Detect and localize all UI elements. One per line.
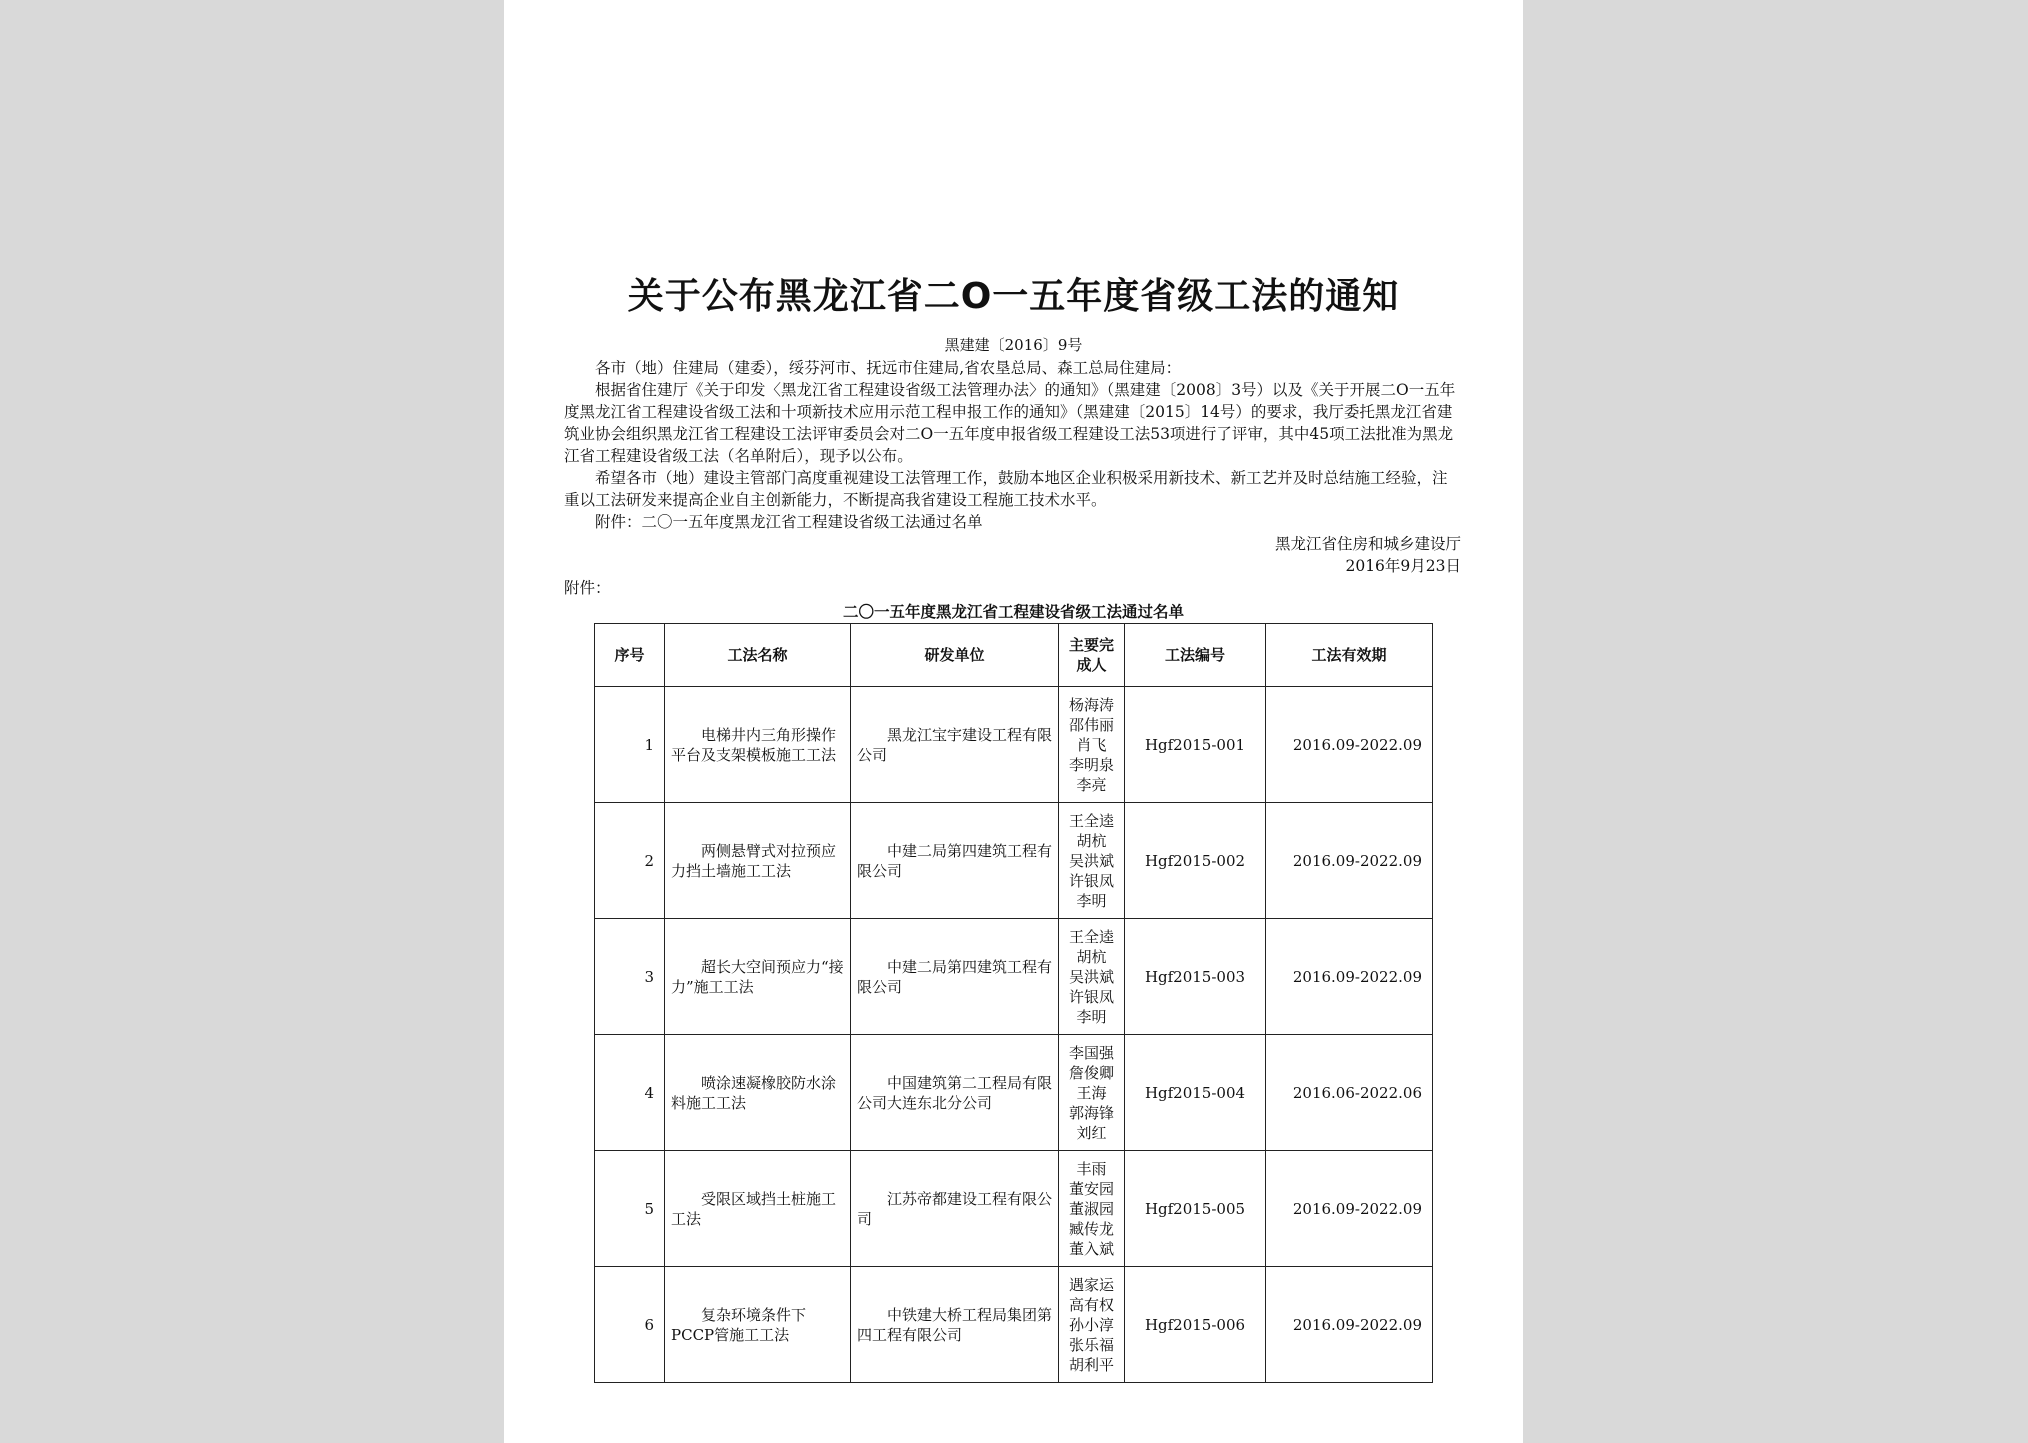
- row-developer: 中建二局第四建筑工程有限公司: [851, 919, 1059, 1035]
- row-method-name: 两侧悬臂式对拉预应力挡土墙施工工法: [665, 803, 851, 919]
- row-index: 1: [595, 687, 665, 803]
- paragraph-1: 根据省住建厅《关于印发〈黑龙江省工程建设省级工法管理办法〉的通知》（黑建建〔2008〕3号）以及《关于开展二O一五年度黑龙江省工程建设省级工法和十项新技术应用示范工程申报工作的通知》（黑建建〔2015〕14号）的要求，我厅委托黑龙江省建筑业协会组织黑龙江省工程建设工法评审委员会对二O一五年度申报省级工程建设工法53项进行了评审，其中45项工法批准为黑龙江省工程建设省级工法（名单附后），现予以公布。: [564, 381, 1456, 465]
- document-page: [504, 0, 1523, 1443]
- methods-table: [594, 623, 1433, 1383]
- row-developer: 黑龙江宝宇建设工程有限公司: [851, 687, 1059, 803]
- row-main-people: [1059, 1035, 1125, 1151]
- attachment-label: 附件：: [564, 579, 611, 597]
- header-index: 序号: [595, 624, 665, 687]
- table-title: 二〇一五年度黑龙江省工程建设省级工法通过名单: [842, 603, 1184, 621]
- row-method-name: 喷涂速凝橡胶防水涂料施工工法: [665, 1035, 851, 1151]
- person-name: 李明: [1076, 891, 1107, 910]
- row-validity: 2016.09-2022.09: [1266, 687, 1433, 803]
- row-index: 2: [595, 803, 665, 919]
- row-method-name: 受限区域挡土桩施工工法: [665, 1151, 851, 1267]
- row-validity: 2016.09-2022.09: [1266, 1267, 1433, 1383]
- attachment-line: 附件：二〇一五年度黑龙江省工程建设省级工法通过名单: [595, 513, 983, 531]
- person-name: 胡杭: [1076, 831, 1107, 850]
- person-name: 邵伟丽: [1068, 715, 1114, 734]
- row-index: 6: [595, 1267, 665, 1383]
- table-row: [595, 803, 1433, 919]
- person-name: 杨海涛: [1068, 695, 1114, 714]
- person-name: 吴洪斌: [1068, 851, 1114, 870]
- row-validity: 2016.09-2022.09: [1266, 1151, 1433, 1267]
- person-name: 王全逵: [1068, 927, 1114, 946]
- row-main-people: [1059, 803, 1125, 919]
- person-name: 李明: [1076, 1007, 1107, 1026]
- person-name: 胡杭: [1076, 947, 1107, 966]
- table-row: [595, 687, 1433, 803]
- person-name: 董淑园: [1068, 1199, 1114, 1218]
- person-name: 李亮: [1076, 775, 1107, 794]
- row-developer: 中建二局第四建筑工程有限公司: [851, 803, 1059, 919]
- header-method-code: 工法编号: [1125, 624, 1266, 687]
- row-method-code: Hgf2015-002: [1125, 803, 1266, 919]
- notice-body: [564, 357, 1462, 533]
- person-name: 许银凤: [1068, 987, 1114, 1006]
- row-method-code: Hgf2015-003: [1125, 919, 1266, 1035]
- person-name: 许银凤: [1068, 871, 1114, 890]
- table-row: [595, 1035, 1433, 1151]
- person-name: 董入斌: [1068, 1239, 1114, 1258]
- row-method-name: 复杂环境条件下PCCP管施工工法: [665, 1267, 851, 1383]
- person-name: 高有权: [1068, 1295, 1114, 1314]
- person-name: 董安园: [1068, 1179, 1114, 1198]
- header-validity: 工法有效期: [1266, 624, 1433, 687]
- issuer: 黑龙江省住房和城乡建设厅: [1274, 535, 1461, 553]
- person-name: 郭海锋: [1068, 1103, 1114, 1122]
- row-validity: 2016.06-2022.06: [1266, 1035, 1433, 1151]
- person-name: 刘红: [1076, 1123, 1107, 1142]
- person-name: 王全逵: [1068, 811, 1114, 830]
- row-main-people: [1059, 1267, 1125, 1383]
- row-method-name: 超长大空间预应力“接力”施工工法: [665, 919, 851, 1035]
- row-main-people: [1059, 1151, 1125, 1267]
- person-name: 吴洪斌: [1068, 967, 1114, 986]
- person-name: 丰雨: [1076, 1159, 1107, 1178]
- paragraph-2: 希望各市（地）建设主管部门高度重视建设工法管理工作，鼓励本地区企业积极采用新技术、新工艺并及时总结施工经验，注重以工法研发来提高企业自主创新能力，不断提高我省建设工程施工技术水平。: [564, 469, 1448, 509]
- header-developer: 研发单位: [851, 624, 1059, 687]
- person-name: 王海: [1076, 1083, 1107, 1102]
- person-name: 詹俊卿: [1068, 1063, 1114, 1082]
- person-name: 孙小淳: [1068, 1315, 1114, 1334]
- row-index: 3: [595, 919, 665, 1035]
- table-row: [595, 1267, 1433, 1383]
- table-body: [595, 687, 1433, 1383]
- row-validity: 2016.09-2022.09: [1266, 919, 1433, 1035]
- row-method-code: Hgf2015-005: [1125, 1151, 1266, 1267]
- row-method-name: 电梯井内三角形操作平台及支架模板施工工法: [665, 687, 851, 803]
- table-row: [595, 919, 1433, 1035]
- person-name: 臧传龙: [1068, 1219, 1114, 1238]
- row-main-people: [1059, 919, 1125, 1035]
- salutation: 各市（地）住建局（建委），绥芬河市、抚远市住建局,省农垦总局、森工总局住建局：: [595, 359, 1182, 377]
- person-name: 张乐福: [1068, 1335, 1114, 1354]
- row-method-code: Hgf2015-001: [1125, 687, 1266, 803]
- person-name: 李明泉: [1068, 755, 1114, 774]
- row-developer: 江苏帝都建设工程有限公司: [851, 1151, 1059, 1267]
- person-name: 胡利平: [1068, 1355, 1114, 1374]
- notice-title: 关于公布黑龙江省二O一五年度省级工法的通知: [627, 276, 1400, 317]
- row-method-code: Hgf2015-006: [1125, 1267, 1266, 1383]
- issue-date: 2016年9月23日: [1345, 557, 1461, 575]
- table-header-row: [595, 624, 1433, 687]
- table-row: [595, 1151, 1433, 1267]
- person-name: 遇家运: [1068, 1275, 1114, 1294]
- header-main-people: 主要完成人: [1059, 624, 1125, 687]
- row-index: 5: [595, 1151, 665, 1267]
- row-validity: 2016.09-2022.09: [1266, 803, 1433, 919]
- row-developer: 中国建筑第二工程局有限公司大连东北分公司: [851, 1035, 1059, 1151]
- person-name: 肖飞: [1076, 735, 1107, 754]
- person-name: 李国强: [1068, 1043, 1114, 1062]
- row-index: 4: [595, 1035, 665, 1151]
- document-number: 黑建建〔2016〕9号: [944, 336, 1083, 354]
- row-main-people: [1059, 687, 1125, 803]
- row-developer: 中铁建大桥工程局集团第四工程有限公司: [851, 1267, 1059, 1383]
- row-method-code: Hgf2015-004: [1125, 1035, 1266, 1151]
- signature-block: [1275, 533, 1461, 577]
- header-method-name: 工法名称: [665, 624, 851, 687]
